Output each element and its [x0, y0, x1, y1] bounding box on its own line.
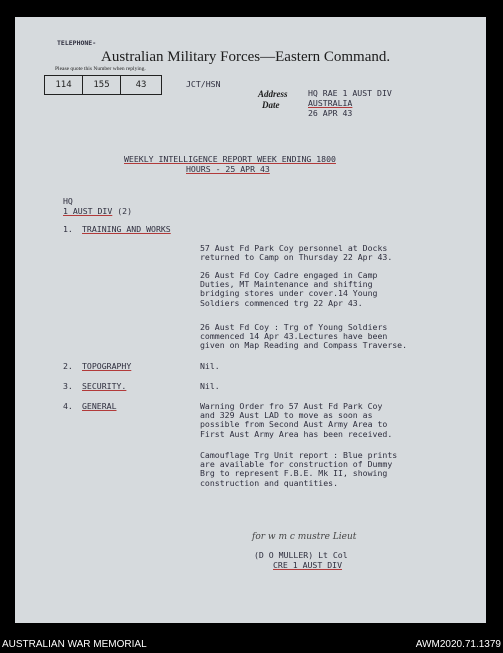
section-3-body: Nil.: [200, 381, 220, 391]
section-3-number: 3.: [63, 381, 73, 391]
text-line: Camouflage Trg Unit report : Blue prints: [200, 450, 398, 460]
section-4-heading: GENERAL: [82, 401, 117, 411]
address-label: Address: [258, 89, 288, 99]
text-line: construction and quantities.: [200, 477, 339, 488]
section-4-number: 4.: [63, 401, 73, 411]
section-4-paragraph-2: [200, 451, 397, 488]
quote-note: Please quote this Number when replying.: [55, 66, 146, 72]
letterhead-title: Australian Military Forces—Eastern Command.: [101, 49, 391, 65]
ref-number-1: 114: [45, 76, 83, 94]
section-3-heading: SECURITY.: [82, 381, 127, 391]
text-line: Warning Order fro 57 Aust Fd Park Coy: [200, 401, 383, 411]
text-line: bridging stores under cover.14 Young: [200, 288, 378, 299]
footer-accession-number: AWM2020.71.1379: [415, 639, 501, 650]
addressee-line-1: HQ: [63, 196, 73, 206]
addressee-copies: (2): [117, 206, 133, 216]
footer-source: AUSTRALIAN WAR MEMORIAL: [2, 639, 147, 650]
handwritten-signature: for w m c mustre Lieut: [252, 532, 357, 542]
section-1-heading: TRAINING AND WORKS: [82, 224, 171, 234]
telephone-label: TELEPHONE-: [57, 39, 97, 47]
text-line: 57 Aust Fd Park Coy personnel at Docks: [200, 243, 388, 253]
section-1-paragraph-3: [200, 323, 407, 351]
date-label: Date: [262, 100, 280, 110]
text-line: 26 Aust Fd Coy : Trg of Young Soldiers: [200, 322, 388, 332]
section-1-number: 1.: [63, 224, 73, 234]
text-line: Soldiers commenced trg 22 Apr 43.: [200, 297, 363, 308]
report-title-line-2: HOURS - 25 APR 43: [186, 164, 270, 174]
addressee-line-2: 1 AUST DIV: [63, 206, 113, 216]
section-2-heading: TOPOGRAPHY: [82, 361, 132, 371]
signatory-name: (D O MULLER) Lt Col: [254, 550, 348, 560]
section-2-number: 2.: [63, 361, 73, 371]
report-title-line-1: WEEKLY INTELLIGENCE REPORT WEEK ENDING 1800: [124, 154, 336, 164]
date-value: 26 APR 43: [308, 108, 353, 118]
section-2-body: Nil.: [200, 361, 220, 371]
text-line: commenced 14 Apr 43.Lectures have been: [200, 331, 388, 342]
signatory-unit: CRE 1 AUST DIV: [273, 560, 343, 570]
document-page: [15, 17, 486, 623]
text-line: and 329 Aust LAD to move as soon as: [200, 410, 373, 421]
text-line: First Aust Army Area has been received.: [200, 428, 393, 439]
ref-number-2: 155: [83, 76, 121, 94]
text-line: are available for construction of Dummy: [200, 459, 393, 470]
section-1-paragraph-1: [200, 244, 392, 262]
section-4-paragraph-1: [200, 402, 392, 439]
text-line: Brg to represent F.B.E. Mk II, showing: [200, 468, 388, 479]
text-line: possible from Second Aust Army Area to: [200, 419, 388, 430]
section-1-paragraph-2: [200, 271, 377, 308]
text-line: given on Map Reading and Compass Traverse.: [200, 340, 408, 351]
ref-suffix: JCT/HSN: [186, 79, 221, 89]
ref-number-3: 43: [135, 80, 147, 90]
address-line-2: AUSTRALIA: [308, 98, 353, 108]
text-line: Duties, MT Maintenance and shifting: [200, 279, 373, 290]
reference-number-boxes: [44, 75, 162, 95]
address-line-1: HQ RAE 1 AUST DIV: [308, 88, 392, 98]
text-line: returned to Camp on Thursday 22 Apr 43.: [200, 252, 393, 263]
text-line: 26 Aust Fd Coy Cadre engaged in Camp: [200, 270, 378, 280]
